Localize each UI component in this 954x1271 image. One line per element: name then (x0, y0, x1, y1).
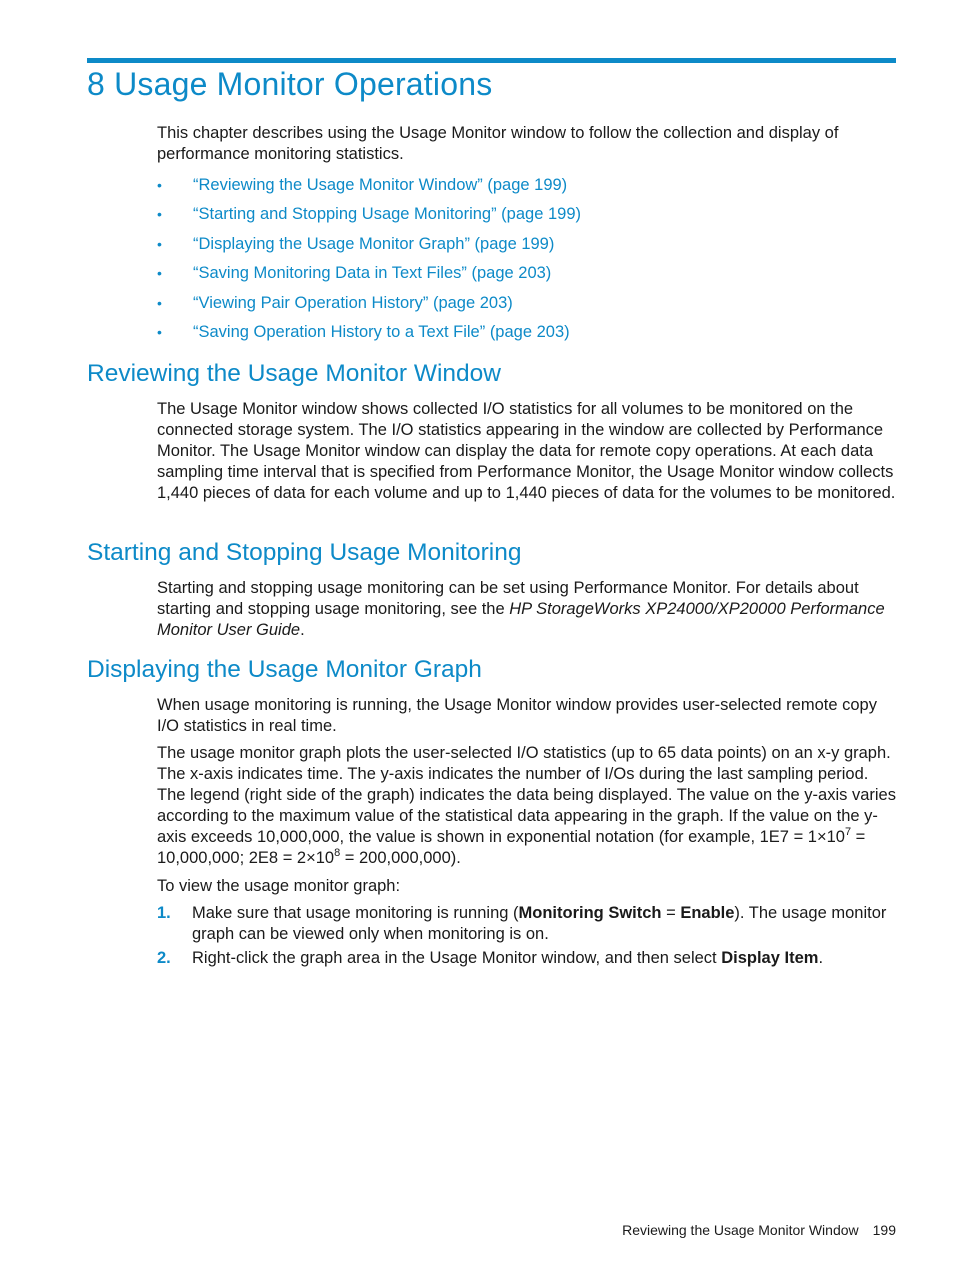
step-text: ). The usage monitor graph can be viewed only when monitoring is on. (192, 904, 887, 943)
body-text: . (300, 621, 305, 639)
body-text: Starting and stopping usage monitoring can be set using Performance Monitor. For details about starting and stopping usage monitoring, see the (157, 579, 859, 618)
chapter-title: 8 Usage Monitor Operations (87, 66, 493, 102)
step-text: Make sure that usage monitoring is running ( (192, 904, 519, 922)
procedure-steps (157, 903, 899, 972)
chapter-intro: This chapter describes using the Usage Monitor window to follow the collection and display of performance monitoring statistics. (157, 124, 839, 163)
bullet-icon: • (157, 265, 162, 282)
superscript: 7 (844, 826, 852, 838)
superscript: 8 (334, 847, 341, 859)
section-body-displaying-2 (157, 743, 899, 869)
section-body-displaying-3: To view the usage monitor graph: (157, 877, 401, 895)
toc-link[interactable]: “Saving Monitoring Data in Text Files” (page 203) (193, 264, 552, 283)
bullet-icon: • (157, 206, 162, 223)
top-rule (87, 58, 896, 63)
procedure-step (157, 903, 899, 945)
procedure-step (157, 948, 899, 969)
body-text: = 10,000,000; 2E8 = 2×10 (157, 828, 866, 867)
toc-link[interactable]: “Saving Operation History to a Text File” (page 203) (193, 322, 570, 341)
section-body-displaying-1: When usage monitoring is running, the Usage Monitor window provides user-selected remote copy I/O statistics in real time. (157, 696, 877, 735)
bullet-icon: • (157, 323, 162, 340)
footer-section-title: Reviewing the Usage Monitor Window (622, 1222, 859, 1238)
ui-term: Monitoring Switch (518, 904, 662, 922)
section-heading-starting: Starting and Stopping Usage Monitoring (87, 539, 522, 566)
section-heading-reviewing: Reviewing the Usage Monitor Window (87, 360, 501, 387)
page-number: 199 (872, 1222, 896, 1238)
step-text: = (661, 904, 681, 922)
body-text: The usage monitor graph plots the user-selected I/O statistics (up to 65 data points) on an x-y graph. The x-axis indicates time. The y-axis indicates the number of I/Os during the last sampling period. The legend (right side of the graph) indicates the data being displayed. The value on the y-axis varies according to the maximum value of the statistical data appearing in the graph. If the value on the y-axis exceeds 10,000,000, the value is shown in exponential notation (for example, 1E7 = 1×10 (157, 744, 896, 846)
step-number: 1. (157, 904, 171, 922)
section-body-starting (157, 578, 899, 641)
toc-link[interactable]: “Starting and Stopping Usage Monitoring” (page 199) (193, 205, 581, 224)
toc-link[interactable]: “Displaying the Usage Monitor Graph” (page 199) (193, 234, 555, 253)
ui-term: Enable (680, 904, 735, 922)
step-number: 2. (157, 949, 171, 967)
toc-link[interactable]: “Viewing Pair Operation History” (page 203) (193, 293, 513, 312)
bullet-icon: • (157, 177, 162, 193)
guide-title: HP StorageWorks XP24000/XP20000 Performance Monitor User Guide (157, 600, 885, 639)
section-heading-displaying: Displaying the Usage Monitor Graph (87, 656, 482, 683)
step-text: Right-click the graph area in the Usage Monitor window, and then select (192, 949, 722, 967)
bullet-icon: • (157, 294, 162, 311)
page-footer (622, 1222, 896, 1238)
ui-term: Display Item (721, 949, 819, 967)
body-text: = 200,000,000). (340, 849, 461, 867)
bullet-icon: • (157, 235, 162, 252)
step-text: . (818, 949, 824, 967)
toc-link[interactable]: “Reviewing the Usage Monitor Window” (page 199) (193, 176, 568, 194)
section-body-reviewing: The Usage Monitor window shows collected I/O statistics for all volumes to be monitored on the connected storage system. The I/O statistics appearing in the window are collected by Performance Monitor. The Usage Monitor window can display the data for remote copy operations. At each data sampling time interval that is specified from Performance Monitor, the Usage Monitor window collects 1,440 pieces of data for each volume and up to 1,440 pieces of data for the volumes to be monitored. (157, 400, 896, 502)
